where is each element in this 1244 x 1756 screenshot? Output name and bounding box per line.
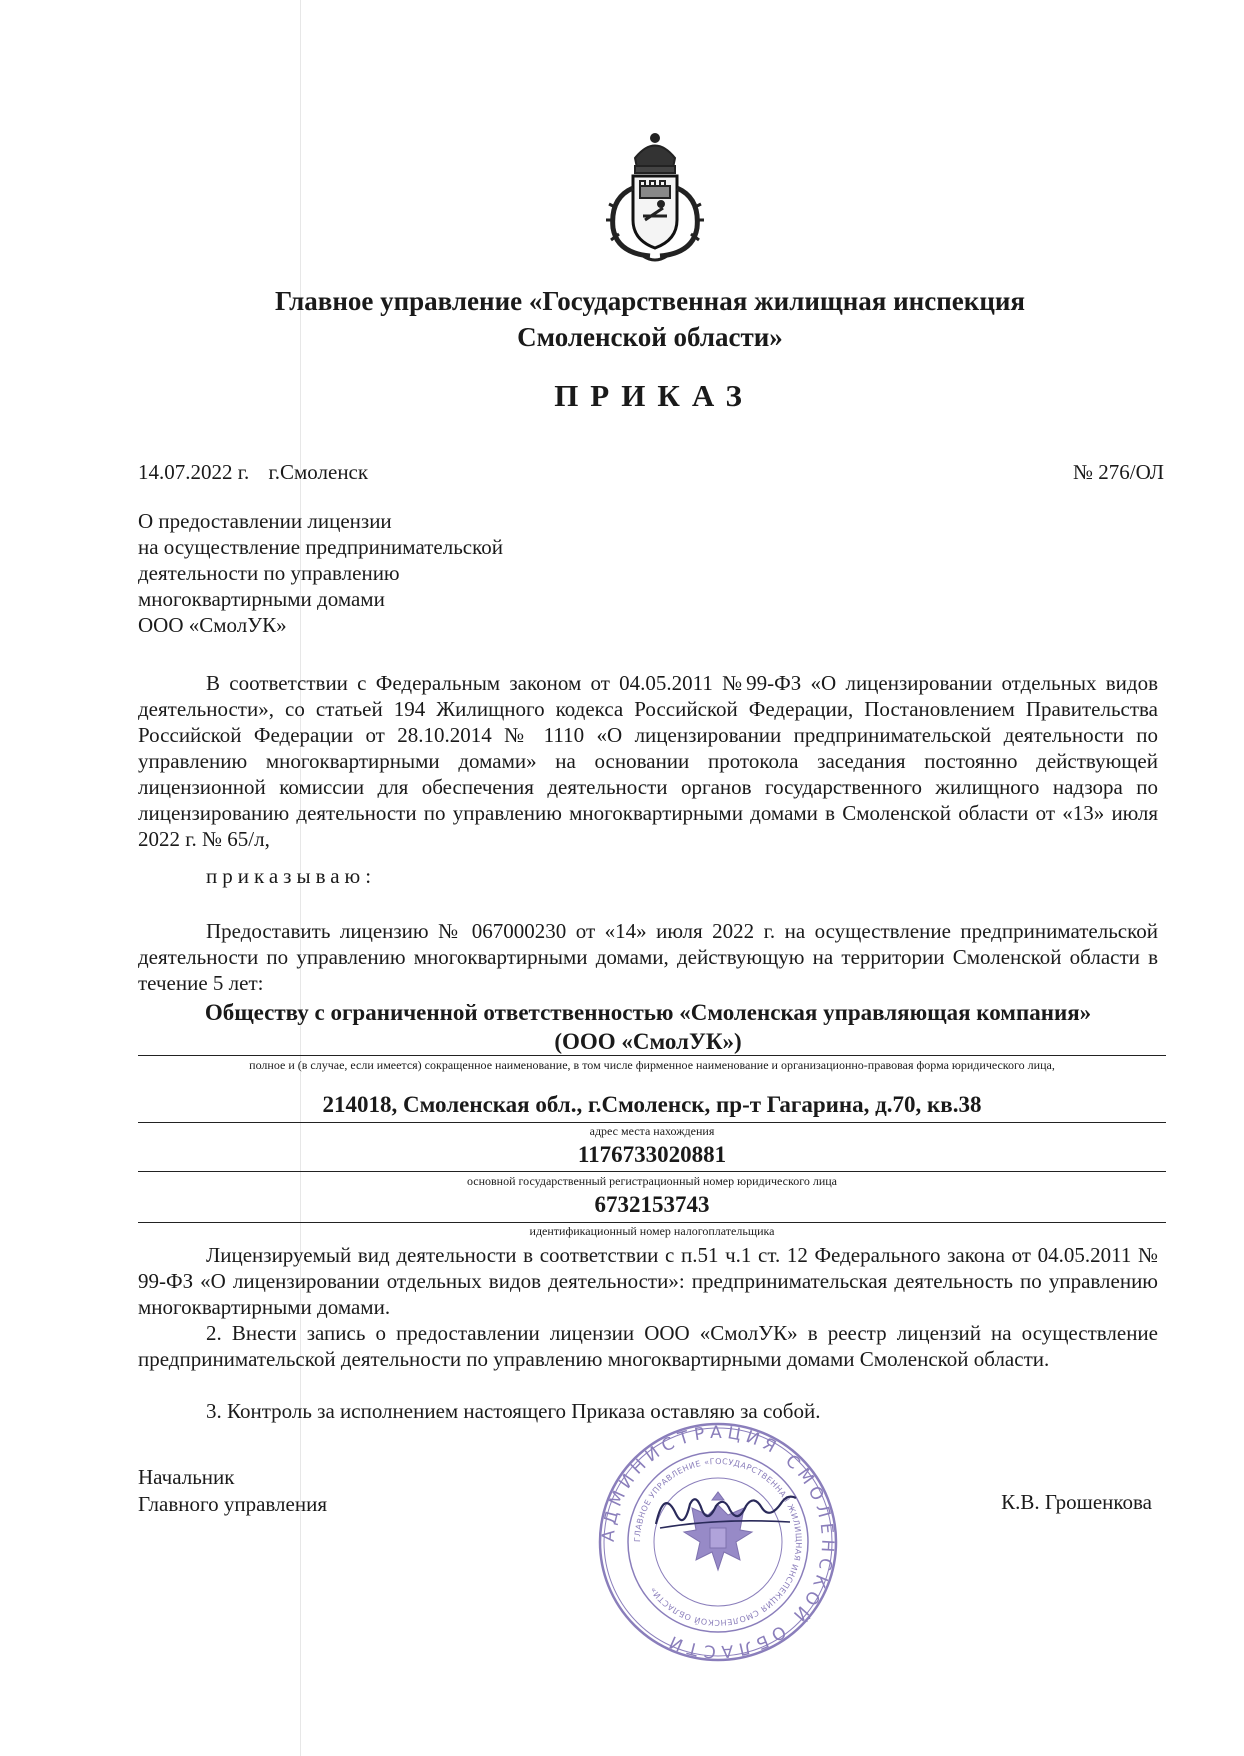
signatory-name: К.В. Грошенкова xyxy=(1001,1490,1152,1514)
coat-of-arms-emblem xyxy=(595,128,715,268)
organization-title-line1: Главное управление «Государственная жилищная инспекция xyxy=(274,286,1026,316)
item2-paragraph: 2. Внести запись о предоставлении лицензии ООО «СмолУК» в реестр лицензий на осуществление предпринимательской деятельности по управлению многоквартирными домами Смоленской области. xyxy=(138,1321,1158,1371)
activity-paragraph: Лицензируемый вид деятельности в соответствии с п.51 ч.1 ст. 12 Федерального закона от 04.05.2011 № 99-ФЗ «О лицензировании отдельных видов деятельности»: предпринимательская деятельность по управлению многоквартирными домами. xyxy=(138,1243,1158,1319)
inn-rule xyxy=(138,1222,1166,1223)
licensee-name-line2: (ООО «СмолУК») xyxy=(554,1029,742,1054)
document-date: 14.07.2022 г. xyxy=(138,460,250,484)
ogrn-caption: основной государственный регистрационный номер юридического лица xyxy=(466,1174,838,1188)
order-word: приказываю: xyxy=(206,864,377,888)
licensee-name xyxy=(130,998,1166,1056)
licensee-address: 214018, Смоленская обл., г.Смоленск, пр-т Гагарина, д.70, кв.38 xyxy=(322,1092,982,1117)
official-seal-stamp xyxy=(596,1420,840,1664)
subject-line: деятельности по управлению xyxy=(138,561,400,585)
document-type-heading: ПРИКАЗ xyxy=(554,378,754,413)
preamble-paragraph: В соответствии с Федеральным законом от 04.05.2011 №99-ФЗ «О лицензировании отдельных видов деятельности», со статьей 194 Жилищного кодекса Российской Федерации, Постановлением Правительства Российской Федерации от 28.10.2014 № 1110 «О лицензировании предпринимательской деятельности по управлению многоквартирными домами» на основании протокола заседания постоянно действующей лицензионной комиссии для обеспечения деятельности органов государственного жилищного надзора по лицензированию деятельности по управлению многоквартирными домами в Смоленской области от «13» июля 2022 г. № 65/л, xyxy=(138,671,1158,851)
seal-inner-text: ГЛАВНОЕ УПРАВЛЕНИЕ «ГОСУДАРСТВЕННАЯ ЖИЛИЩНАЯ ИНСПЕКЦИЯ СМОЛЕНСКОЙ ОБЛАСТИ» xyxy=(632,1456,804,1628)
licensee-name-caption: полное и (в случае, если имеется) сокращенное наименование, в том числе фирменное наименование и организационно-правовая форма юридического лица, xyxy=(249,1058,1055,1072)
organization-title xyxy=(0,283,1244,355)
address-caption: адрес места нахождения xyxy=(589,1124,715,1138)
date-place-line xyxy=(138,460,382,485)
subject-line: О предоставлении лицензии xyxy=(138,509,392,533)
subject-line: ООО «СмолУК» xyxy=(138,613,287,637)
licensee-inn: 6732153743 xyxy=(594,1192,710,1217)
address-rule xyxy=(138,1122,1166,1123)
seal-ring-text: АДМИНИСТРАЦИЯ СМОЛЕНСКОЙ ОБЛАСТИ xyxy=(598,1422,838,1662)
subject-line: многоквартирными домами xyxy=(138,587,385,611)
signatory-position-line1: Начальник xyxy=(138,1465,235,1489)
ogrn-rule xyxy=(138,1171,1166,1172)
item3-paragraph: 3. Контроль за исполнением настоящего Приказа оставляю за собой. xyxy=(206,1399,821,1423)
licensee-ogrn: 1176733020881 xyxy=(577,1142,727,1167)
item1-paragraph: Предоставить лицензию № 067000230 от «14» июля 2022 г. на осуществление предпринимательской деятельности по управлению многоквартирными домами, действующую на территории Смоленской области в течение 5 лет: xyxy=(138,919,1158,995)
subject-line: на осуществление предпринимательской xyxy=(138,535,503,559)
document-city: г.Смоленск xyxy=(268,460,369,484)
inn-caption: идентификационный номер налогоплательщика xyxy=(529,1224,775,1238)
signatory-position xyxy=(138,1464,327,1518)
order-subject xyxy=(138,508,638,638)
organization-title-line2: Смоленской области» xyxy=(517,322,783,352)
handwritten-signature xyxy=(650,1480,800,1540)
signatory-position-line2: Главного управления xyxy=(138,1492,327,1516)
licensee-name-line1: Обществу с ограниченной ответственностью «Смоленская управляющая компания» xyxy=(204,1000,1092,1025)
licensee-name-rule xyxy=(138,1055,1166,1056)
document-number: № 276/ОЛ xyxy=(1073,460,1164,484)
